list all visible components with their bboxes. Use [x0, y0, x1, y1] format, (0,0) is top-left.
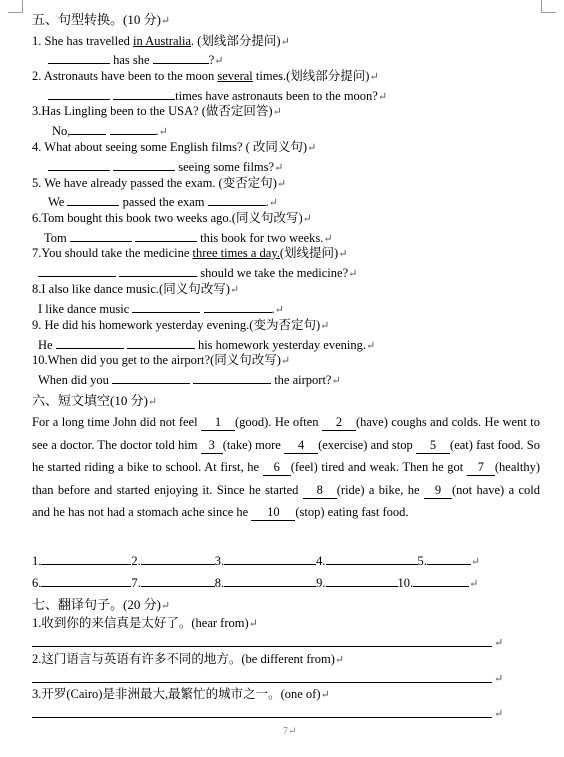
blank-9: 9 [424, 483, 452, 499]
blank-5: 5 [416, 438, 450, 454]
blank-2: 2 [322, 415, 356, 431]
translate-q1: 1.收到你的来信真是太好了。(hear from)↵ [32, 616, 258, 630]
q9-line1: 9. He did his homework yesterday evening.(变为否定句)↵ [32, 318, 330, 332]
section-5-title: 五、句型转换。(10 分)↵ [32, 12, 171, 27]
crop-mark-top-left [8, 0, 23, 13]
page-number: 7↵ [283, 726, 297, 737]
q10-line2: When did you the airport?↵ [38, 373, 341, 387]
blank-8: 8 [303, 483, 337, 499]
mark-1: ↵ [494, 637, 504, 649]
blank-7: 7 [467, 460, 495, 476]
q1-line1: 1. She has travelled in Australia. (划线部分提问)↵ [32, 34, 290, 48]
q8-line2: I like dance music .↵ [38, 302, 284, 316]
answer-line-2 [32, 682, 492, 683]
blank-3: 3 [201, 438, 223, 454]
q2-line1: 2. Astronauts have been to the moon several times.(划线部分提问)↵ [32, 69, 379, 83]
translate-q3: 3.开罗(Cairo)是非洲最大,最繁忙的城市之一。(one of)↵ [32, 687, 330, 701]
q1-line2: has she ?↵ [48, 51, 223, 69]
section-7-title: 七、翻译句子。(20 分)↵ [32, 597, 171, 612]
q7-line2: should we take the medicine?↵ [38, 264, 357, 282]
mark-2: ↵ [494, 673, 504, 685]
q9-line2: He his homework yesterday evening.↵ [38, 338, 376, 352]
blank-1: 1 [201, 415, 235, 431]
q3-line2: No, .↵ [52, 124, 168, 138]
q4-line2: seeing some films?↵ [48, 158, 283, 176]
q6-line2: Tom this book for two weeks.↵ [44, 231, 333, 245]
blank-6: 6 [263, 460, 291, 476]
answer-line-3 [32, 717, 492, 718]
q8-line1: 8.I also like dance music.(同义句改写)↵ [32, 282, 240, 296]
crop-mark-top-right [541, 0, 556, 13]
q5-line2: We passed the exam .↵ [48, 195, 278, 209]
blank-4: 4 [284, 438, 318, 454]
cloze-passage: For a long time John did not feel 1 (good). He often 2 (have) coughs and colds. He went to see a doctor. The doctor told him 3 (take) more 4 (exercise) and stop 5 (eat) fast food. So he started riding a bike to school. At first, he 6 (feel) tired and weak. Then he got 7 (healthy) than before and started enjoying it. Since he started 8 (ride) a bike, he 9 (not have) a cold and he has not had a stomach ache since he 10 (stop) eating fast food. [32, 415, 540, 520]
answer-row-2: 6. 7. 8. 9. 10. ↵ [32, 576, 479, 590]
mark-3: ↵ [494, 708, 504, 720]
q7-line1: 7.You should take the medicine three times a day.(划线提问)↵ [32, 246, 348, 260]
q4-line1: 4. What about seeing some English films? ( 改同义句)↵ [32, 140, 317, 154]
q5-line1: 5. We have already passed the exam. (变否定句)↵ [32, 176, 287, 190]
q2-line2: times have astronauts been to the moon?↵ [48, 87, 387, 105]
q10-line1: 10.When did you get to the airport?(同义句改写)↵ [32, 353, 291, 367]
q6-line1: 6.Tom bought this book two weeks ago.(同义句改写)↵ [32, 211, 312, 225]
answer-line-1 [32, 646, 492, 647]
section-6-title: 六、短文填空(10 分)↵ [32, 393, 158, 408]
answer-row-1: 1. 2. 3. 4. 5. ↵ [32, 554, 481, 568]
blank-10: 10 [251, 505, 295, 521]
q3-line1: 3.Has Lingling been to the USA? (做否定回答)↵ [32, 104, 282, 118]
translate-q2: 2.这门语言与英语有许多不同的地方。(be different from)↵ [32, 652, 345, 666]
